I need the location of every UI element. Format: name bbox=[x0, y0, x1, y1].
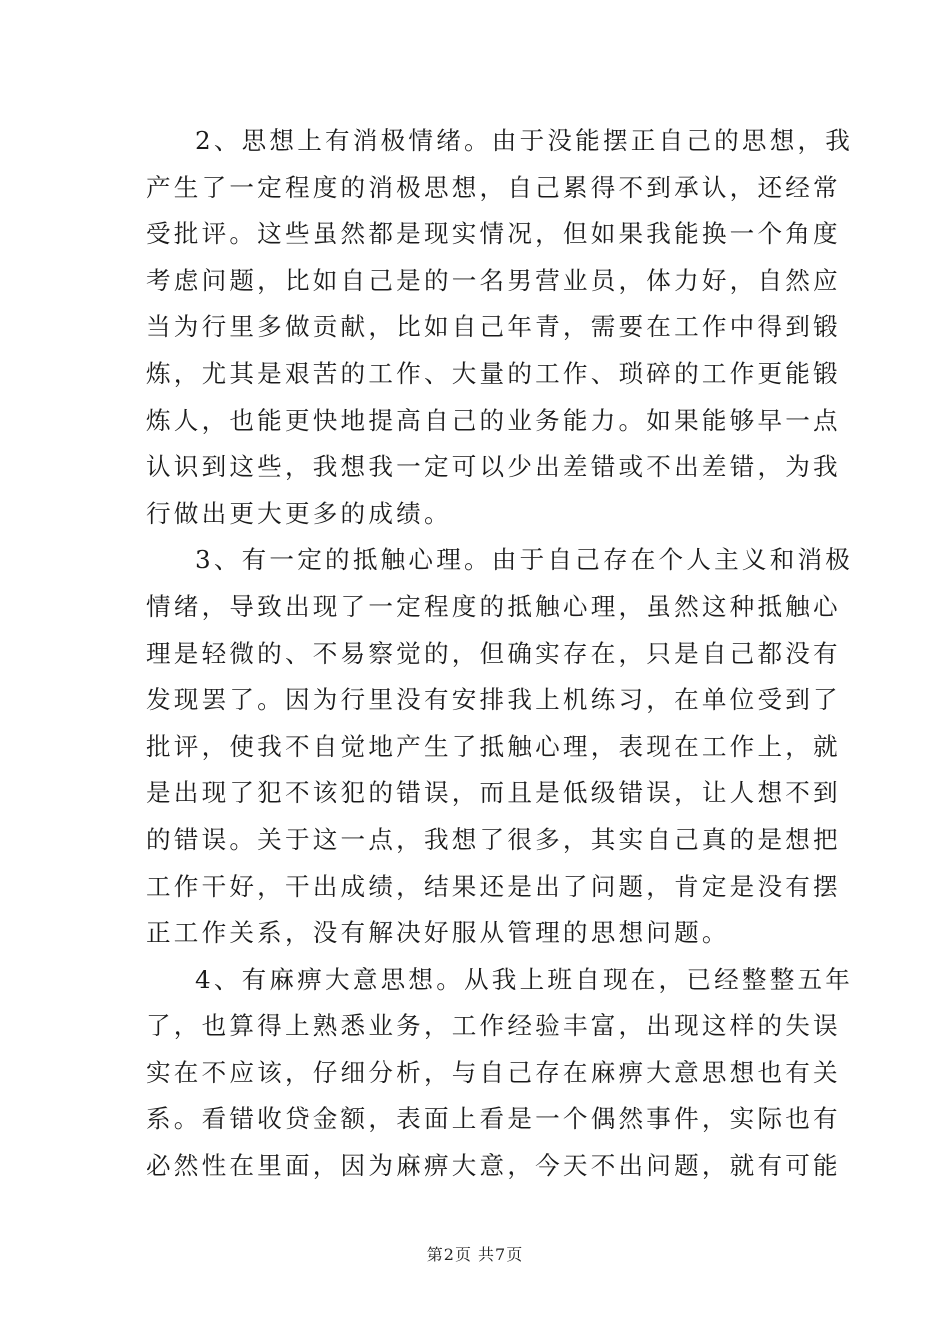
paragraph-4 bbox=[146, 957, 854, 1190]
text-line: 当为行里多做贡献，比如自己年青，需要在工作中得到锻 bbox=[146, 312, 841, 342]
text-line: 了，也算得上熟悉业务，工作经验丰富，出现这样的失误 bbox=[146, 1011, 841, 1041]
text-line: 工作干好，干出成绩，结果还是出了问题，肯定是没有摆 bbox=[146, 871, 841, 901]
text-line: 的错误。关于这一点，我想了很多，其实自己真的是想把 bbox=[146, 824, 841, 854]
text-line: 正工作关系，没有解决好服从管理的思想问题。 bbox=[146, 918, 730, 948]
text-line: 受批评。这些虽然都是现实情况，但如果我能换一个角度 bbox=[146, 219, 841, 249]
text-line: 炼人，也能更快地提高自己的业务能力。如果能够早一点 bbox=[146, 405, 841, 435]
text-line: 认识到这些，我想我一定可以少出差错或不出差错，为我 bbox=[146, 452, 841, 482]
text-line: 炼，尤其是艰苦的工作、大量的工作、琐碎的工作更能锻 bbox=[146, 358, 841, 388]
text-line: 系。看错收贷金额，表面上看是一个偶然事件，实际也有 bbox=[146, 1104, 841, 1134]
document-body bbox=[146, 118, 854, 1190]
text-line: 产生了一定程度的消极思想，自己累得不到承认，还经常 bbox=[146, 172, 841, 202]
text-line: 理是轻微的、不易察觉的，但确实存在，只是自己都没有 bbox=[146, 638, 841, 668]
text-line: 是出现了犯不该犯的错误，而且是低级错误，让人想不到 bbox=[146, 778, 841, 808]
text-line: 考虑问题，比如自己是的一名男营业员，体力好，自然应 bbox=[146, 265, 841, 295]
text-line: 发现罢了。因为行里没有安排我上机练习，在单位受到了 bbox=[146, 685, 841, 715]
text-line: 3、有一定的抵触心理。由于自己存在个人主义和消极 bbox=[195, 545, 854, 575]
text-line: 行做出更大更多的成绩。 bbox=[146, 498, 452, 528]
paragraph-3 bbox=[146, 537, 854, 956]
text-line: 情绪，导致出现了一定程度的抵触心理，虽然这种抵触心 bbox=[146, 591, 841, 621]
text-line: 2、思想上有消极情绪。由于没能摆正自己的思想，我 bbox=[195, 126, 854, 155]
page-footer: 第2页 共7页 bbox=[426, 1245, 524, 1264]
text-line: 批评，使我不自觉地产生了抵触心理，表现在工作上，就 bbox=[146, 731, 841, 761]
paragraph-2 bbox=[146, 118, 854, 537]
text-line: 实在不应该，仔细分析，与自己存在麻痹大意思想也有关 bbox=[146, 1057, 841, 1087]
text-line: 4、有麻痹大意思想。从我上班自现在，已经整整五年 bbox=[195, 964, 854, 994]
text-line: 必然性在里面，因为麻痹大意，今天不出问题，就有可能 bbox=[146, 1151, 841, 1181]
